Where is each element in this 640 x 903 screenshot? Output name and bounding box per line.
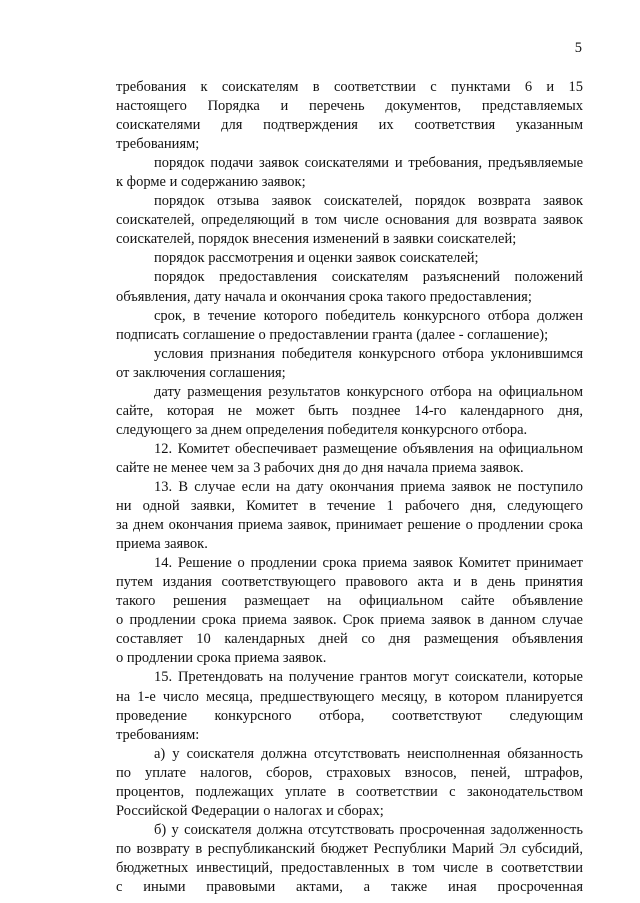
text-line: подписать соглашение о предоставлении гранта (далее - соглашение); [116,326,549,343]
text-line: а) у соискателя должна отсутствовать неисполненная обязанность [154,745,583,762]
text-line: о продлении срока приема заявок. [116,650,327,667]
text-line: требованиям; [116,136,200,153]
text-line: требования к соискателям в соответствии с пунктами 6 и 15 [116,79,583,95]
text-line: по уплате налогов, сборов, страховых взносов, пеней, штрафов, [116,764,583,781]
text-line: с иными правовыми актами, а также иная просроченная [116,878,583,895]
text-line: 12. Комитет обеспечивает размещение объявления на официальном [154,440,583,457]
text-line: срок, в течение которого победитель конкурсного отбора должен [154,307,583,324]
text-line: соискателями для подтверждения их соответствия указанным [116,117,583,134]
text-line: настоящего Порядка и перечень документов, представляемых [116,98,583,115]
text-line: приема заявок. [116,536,208,553]
text-line: путем издания соответствующего правового акта и в день принятия [116,574,583,591]
paragraph [116,192,583,249]
text-line: порядок подачи заявок соискателями и требования, предъявляемые [154,155,583,172]
text-line: порядок рассмотрения и оценки заявок соискателей; [154,250,479,267]
text-line: порядок предоставления соискателям разъяснений положений [154,269,583,286]
text-line: сайте, которая не может быть позднее 14-го календарного дня, [116,402,583,419]
paragraph [116,745,583,821]
text-line: процентов, подлежащих уплате в соответствии с законодательством [116,783,583,800]
text-line: по возврату в республиканский бюджет Республики Марий Эл субсидий, [116,840,583,857]
paragraph [116,249,583,268]
text-line: ни одной заявки, Комитет в течение 1 рабочего дня, следующего [116,498,583,515]
paragraph [116,554,583,668]
text-line: составляет 10 календарных дней со дня размещения объявления [116,631,583,648]
page-number: 5 [574,40,582,56]
paragraph [116,440,583,478]
text-line: объявления, дату начала и окончания срока такого предоставления; [116,288,532,305]
paragraph [116,345,583,383]
text-line: следующего за днем определения победителя конкурсного отбора. [116,421,528,438]
text-line: требованиям: [116,726,200,743]
text-line: условия признания победителя конкурсного отбора уклонившимся [154,345,583,362]
text-line: дату размещения результатов конкурсного отбора на официальном [154,383,583,400]
text-line: бюджетных инвестиций, предоставленных в том числе в соответствии [116,859,583,876]
paragraph [116,78,583,154]
text-line: сайте не менее чем за 3 рабочих дня до дня начала приема заявок. [116,459,524,476]
text-line: от заключения соглашения; [116,364,286,381]
document-body [116,78,583,897]
text-line: 14. Решение о продлении срока приема заявок Комитет принимает [154,555,583,572]
text-line: о продлении срока приема заявок. Срок приема заявок в данном случае [116,612,583,629]
text-line: за днем окончания приема заявок, принимает решение о продлении срока [116,517,583,534]
text-line: 15. Претендовать на получение грантов могут соискатели, которые [154,669,583,686]
text-line: порядок отзыва заявок соискателей, порядок возврата заявок [154,193,583,210]
text-line: проведение конкурсного отбора, соответствуют следующим [116,707,583,724]
text-line: такого решения размещает на официальном сайте объявление [116,593,583,610]
paragraph [116,307,583,345]
paragraph [116,154,583,192]
paragraph [116,383,583,440]
paragraph [116,821,583,897]
paragraph [116,668,583,744]
paragraph [116,478,583,554]
text-line: 13. В случае если на дату окончания приема заявок не поступило [154,478,583,495]
text-line: б) у соискателя должна отсутствовать просроченная задолженность [154,821,583,838]
text-line: к форме и содержанию заявок; [116,174,306,191]
text-line: Российской Федерации о налогах и сборах; [116,802,384,819]
text-line: соискателей, порядок внесения изменений в заявки соискателей; [116,231,517,248]
paragraph [116,268,583,306]
text-line: соискателей, определяющий в том числе основания для возврата заявок [116,212,583,229]
text-line: на 1-е число месяца, предшествующего месяцу, в котором планируется [116,688,583,705]
